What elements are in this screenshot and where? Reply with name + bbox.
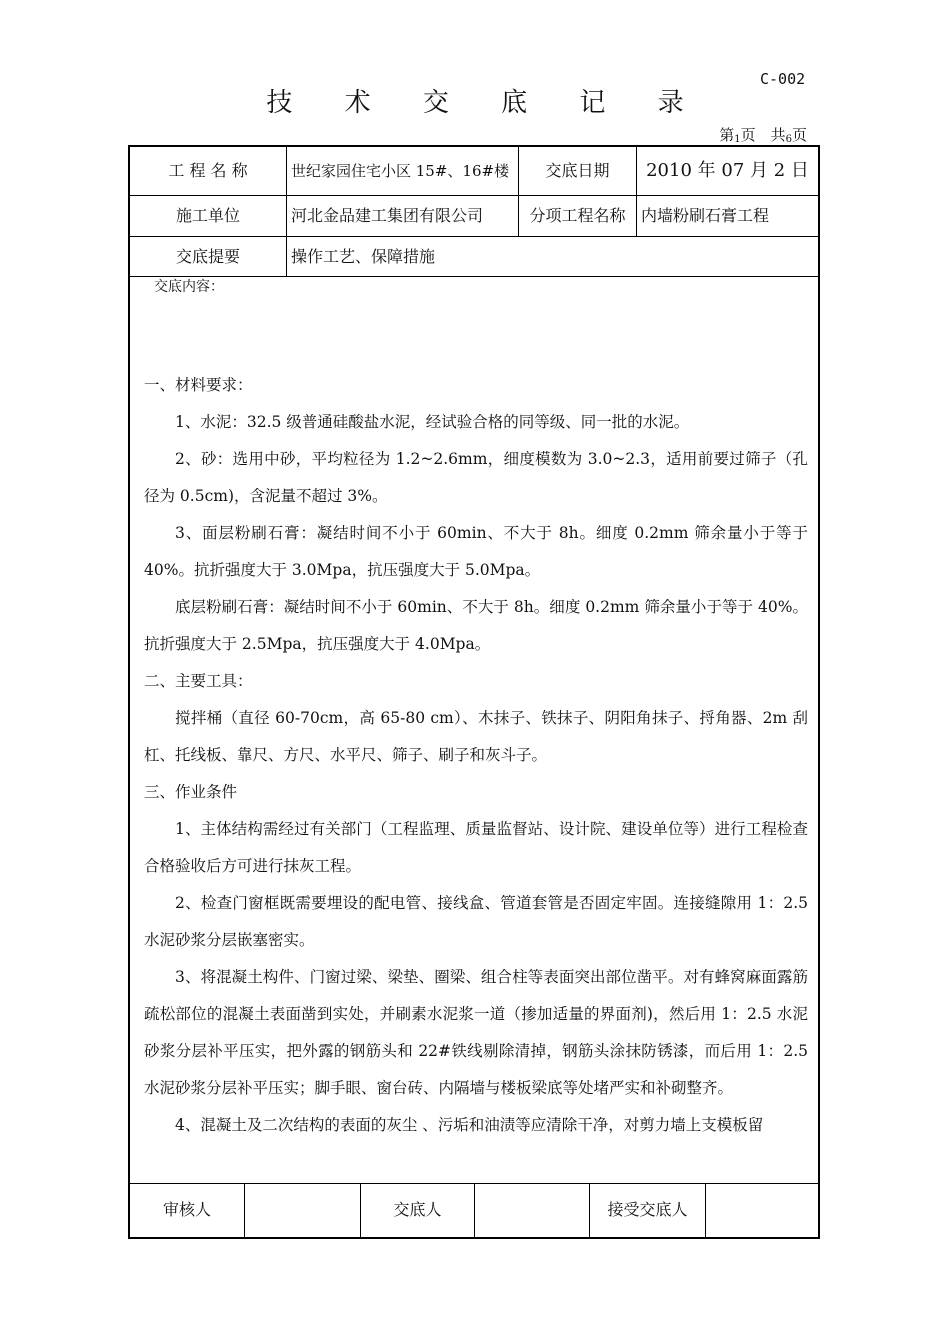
- reviewer-signature-field[interactable]: [245, 1184, 359, 1236]
- project-name-label: 工 程 名 称: [168, 161, 248, 180]
- discloser-signature-field[interactable]: [475, 1184, 589, 1236]
- receiver-label: 接受交底人: [607, 1200, 688, 1219]
- document-code: C-002: [760, 70, 806, 88]
- content-label: 交底内容：: [154, 279, 224, 295]
- summary-label: 交底提要: [175, 246, 240, 266]
- construction-unit-value: 河北金品建工集团有限公司: [291, 206, 484, 225]
- section-heading: 二、主要工具：: [144, 672, 253, 690]
- content-paragraph: 搅拌桶（直径 60-70cm，高 65-80 cm）、木抹子、铁抹子、阴阳角抹子、捋角器、2m 刮杠、托线板、靠尺、方尺、水平尺、筛子、刷子和灰斗子。: [144, 709, 808, 764]
- sub-project-value: 内墙粉刷石膏工程: [641, 206, 770, 225]
- date-label: 交底日期: [545, 161, 610, 180]
- content-paragraph: 1、主体结构需经过有关部门（工程监理、质量监督站、设计院、建设单位等）进行工程检查合格验收后方可进行抹灰工程。: [144, 820, 808, 875]
- content-paragraph: 1、水泥：32.5 级普通硅酸盐水泥，经试验合格的同等级、同一批的水泥。: [175, 413, 690, 431]
- content-paragraph: 底层粉刷石膏：凝结时间不小于 60min、不大于 8h。细度 0.2mm 筛余量小于等于 40%。抗折强度大于 2.5Mpa，抗压强度大于 4.0Mpa。: [144, 598, 808, 653]
- section-heading: 一、材料要求：: [144, 376, 253, 394]
- discloser-label: 交底人: [393, 1200, 442, 1219]
- sub-project-label: 分项工程名称: [529, 206, 626, 225]
- record-table: [128, 145, 820, 1239]
- content-paragraph: 3、将混凝土构件、门窗过梁、梁垫、圈梁、组合柱等表面突出部位凿平。对有蜂窝麻面露筋疏松部位的混凝土表面凿到实处，并刷素水泥浆一道（掺加适量的界面剂)，然后用 1：2.5 水泥砂浆分层补平压实，把外露的钢筋头和 22#铁线剔除清掉，钢筋头涂抹防锈漆，而后用 1：2.5 水泥砂浆分层补平压实；脚手眼、窗台砖、内隔墙与楼板梁底等处堵严实和补砌整齐。: [144, 968, 808, 1097]
- date-value: 2010 年 07 月 2 日: [646, 160, 809, 181]
- summary-value: 操作工艺、保障措施: [291, 246, 436, 266]
- content-paragraph: 2、砂：选用中砂，平均粒径为 1.2~2.6mm，细度模数为 3.0~2.3，适用前要过筛子（孔径为 0.5cm)，含泥量不超过 3%。: [144, 450, 808, 505]
- document-title: 技 术 交 底 记 录: [266, 88, 706, 118]
- page-number: 第$_1$页 共$_6$页: [719, 126, 807, 145]
- content-paragraph: 4、混凝土及二次结构的表面的灰尘 、污垢和油渍等应清除干净，对剪力墙上支模板留: [175, 1116, 764, 1134]
- project-name-value: 世纪家园住宅小区 15#、16#楼: [291, 161, 510, 180]
- receiver-signature-field[interactable]: [706, 1184, 818, 1236]
- construction-unit-label: 施工单位: [175, 206, 240, 225]
- content-paragraph: 2、检查门窗框既需要埋设的配电管、接线盒、管道套管是否固定牢固。连接缝隙用 1：2.5 水泥砂浆分层嵌塞密实。: [144, 894, 808, 949]
- content-paragraph: 3、面层粉刷石膏：凝结时间不小于 60min、不大于 8h。细度 0.2mm 筛余量小于等于 40%。抗折强度大于 3.0Mpa，抗压强度大于 5.0Mpa。: [144, 524, 808, 579]
- reviewer-label: 审核人: [162, 1200, 211, 1219]
- section-heading: 三、作业条件: [144, 783, 238, 801]
- content-area: [144, 277, 808, 1144]
